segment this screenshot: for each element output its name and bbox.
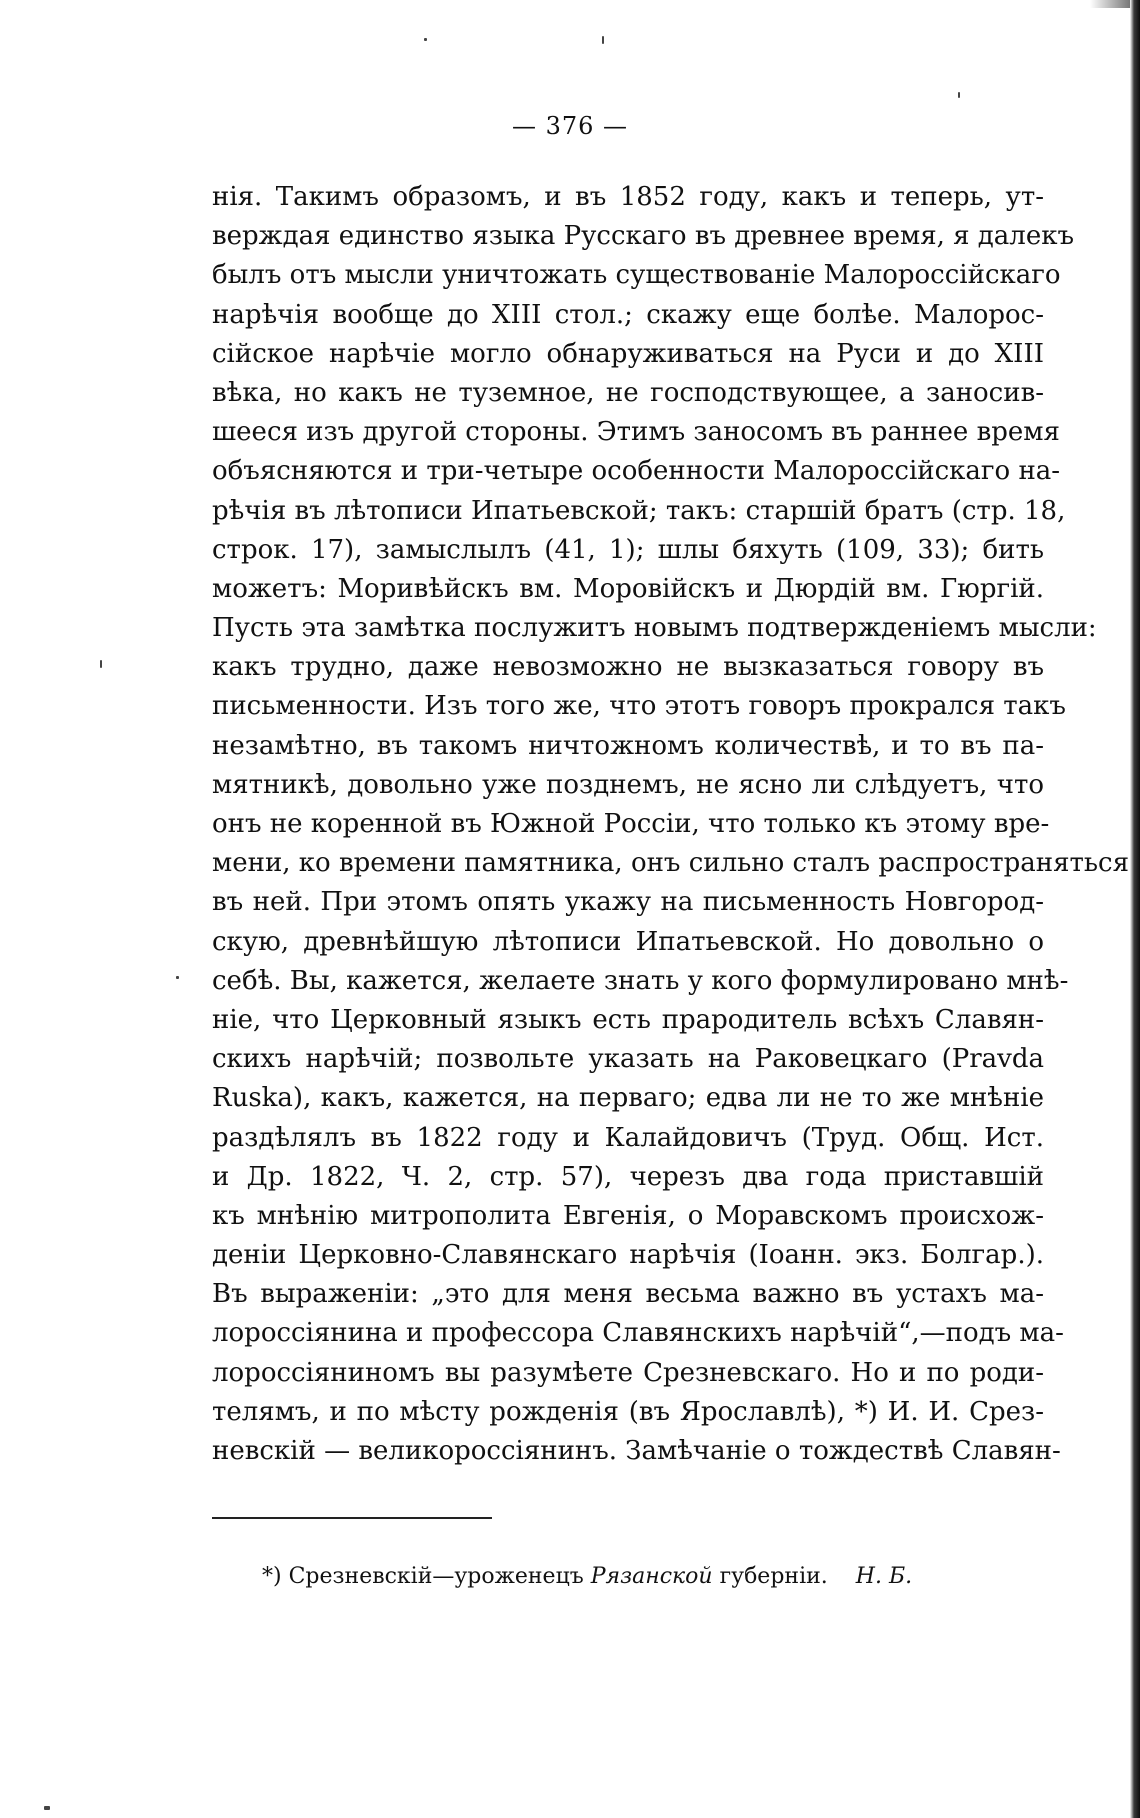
scan-edge xyxy=(1130,0,1140,1818)
footnote-marker: *) xyxy=(262,1564,282,1589)
text-line: къ мнѣнію митрополита Евгенія, о Моравскомъ происхож- xyxy=(212,1200,1044,1231)
text-line: въ ней. При этомъ опять укажу на письменность Новгород- xyxy=(212,887,1044,918)
text-line: объясняются и три-четыре особенности Малороссійскаго на- xyxy=(212,456,1061,487)
scan-speck xyxy=(958,92,960,98)
text-line: себѣ. Вы, кажется, желаете знать у кого формулировано мнѣ- xyxy=(212,965,1069,996)
scan-speck xyxy=(602,36,604,44)
footnote xyxy=(262,1564,913,1589)
footnote-text: Срезневскій—уроженецъ xyxy=(288,1564,584,1589)
text-line: вѣка, но какъ не туземное, не господствующее, а заносив- xyxy=(212,377,1044,408)
text-line: сійское нарѣчіе могло обнаруживаться на Руси и до XIII xyxy=(212,338,1044,369)
text-line: деніи Церковно-Славянскаго нарѣчія (Іоанн. экз. Болгар.). xyxy=(212,1240,1044,1271)
footnote-divider xyxy=(212,1517,492,1519)
scan-speck xyxy=(176,976,179,979)
scan-speck xyxy=(100,660,102,668)
text-line: скихъ нарѣчій; позвольте указать на Раковецкаго (Pravda xyxy=(212,1044,1044,1075)
text-line: былъ отъ мысли уничтожать существованіе Малороссійскаго xyxy=(212,260,1061,291)
text-line: невскій — великороссіянинъ. Замѣчаніе о тождествѣ Славян- xyxy=(212,1436,1061,1466)
text-line: телямъ, и по мѣсту рожденія (въ Ярославлѣ), *) И. И. Срез- xyxy=(212,1396,1044,1427)
body-text xyxy=(212,178,1129,1471)
text-line: онъ не коренной въ Южной Россіи, что только къ этому вре- xyxy=(212,809,1050,839)
text-line: строк. 17), замыслылъ (41, 1); шлы бяхуть (109, 33); бить xyxy=(212,534,1044,565)
text-line: какъ трудно, даже невозможно не вызказаться говору въ xyxy=(212,652,1044,683)
scan-edge-top xyxy=(1090,0,1130,8)
footnote-text-after: губерніи. xyxy=(719,1564,828,1589)
text-line: незамѣтно, въ такомъ ничтожномъ количествѣ, и то въ па- xyxy=(212,730,1044,761)
text-line: лороссіянина и профессора Славянскихъ нарѣчій“,—подъ ма- xyxy=(212,1318,1064,1349)
text-line: и Др. 1822, Ч. 2, стр. 57), черезъ два года приставшій xyxy=(212,1161,1044,1192)
text-line: нія. Такимъ образомъ, и въ 1852 году, какъ и теперь, ут- xyxy=(212,182,1044,212)
text-line: лороссіяниномъ вы разумѣете Срезневскаго. Но и по роди- xyxy=(212,1357,1044,1388)
text-line: нарѣчія вообще до XIII стол.; скажу еще болѣе. Малорос- xyxy=(212,299,1044,330)
text-line: Ruska), какъ, кажется, на перваго; едва ли не то же мнѣніе xyxy=(212,1083,1044,1114)
footnote-signature: Н. Б. xyxy=(855,1564,913,1589)
page-number: — 376 — xyxy=(511,112,629,140)
footnote-italic-word: Рязанской xyxy=(590,1564,713,1589)
text-line: скую, древнѣйшую лѣтописи Ипатьевской. Но довольно о xyxy=(212,926,1044,957)
text-line: ніе, что Церковный языкъ есть прародитель всѣхъ Славян- xyxy=(212,1004,1044,1035)
text-line: Въ выраженіи: „это для меня весьма важно въ устахъ ма- xyxy=(212,1279,1044,1310)
text-line: шееся изъ другой стороны. Этимъ заносомъ въ раннее время xyxy=(212,417,1060,448)
text-line: письменности. Изъ того же, что этотъ говоръ прокрался такъ xyxy=(212,691,1066,722)
scan-speck xyxy=(424,38,427,41)
text-line: Пусть эта замѣтка послужитъ новымъ подтвержденіемъ мысли: xyxy=(212,613,1097,644)
text-line: верждая единство языка Русскаго въ древнее время, я далекъ xyxy=(212,221,1074,252)
text-line: можетъ: Моривѣйскъ вм. Моровійскъ и Дюрдій вм. Гюргій. xyxy=(212,573,1044,604)
text-line: мени, ко времени памятника, онъ сильно сталъ распространяться xyxy=(212,848,1129,879)
text-line: мятникѣ, довольно уже позднемъ, не ясно ли слѣдуетъ, что xyxy=(212,769,1044,800)
text-line: раздѣлялъ въ 1822 году и Калайдовичъ (Труд. Общ. Ист. xyxy=(212,1122,1044,1153)
scan-speck xyxy=(44,1806,50,1810)
text-line: рѣчія въ лѣтописи Ипатьевской; такъ: старшій братъ (стр. 18, xyxy=(212,495,1066,526)
